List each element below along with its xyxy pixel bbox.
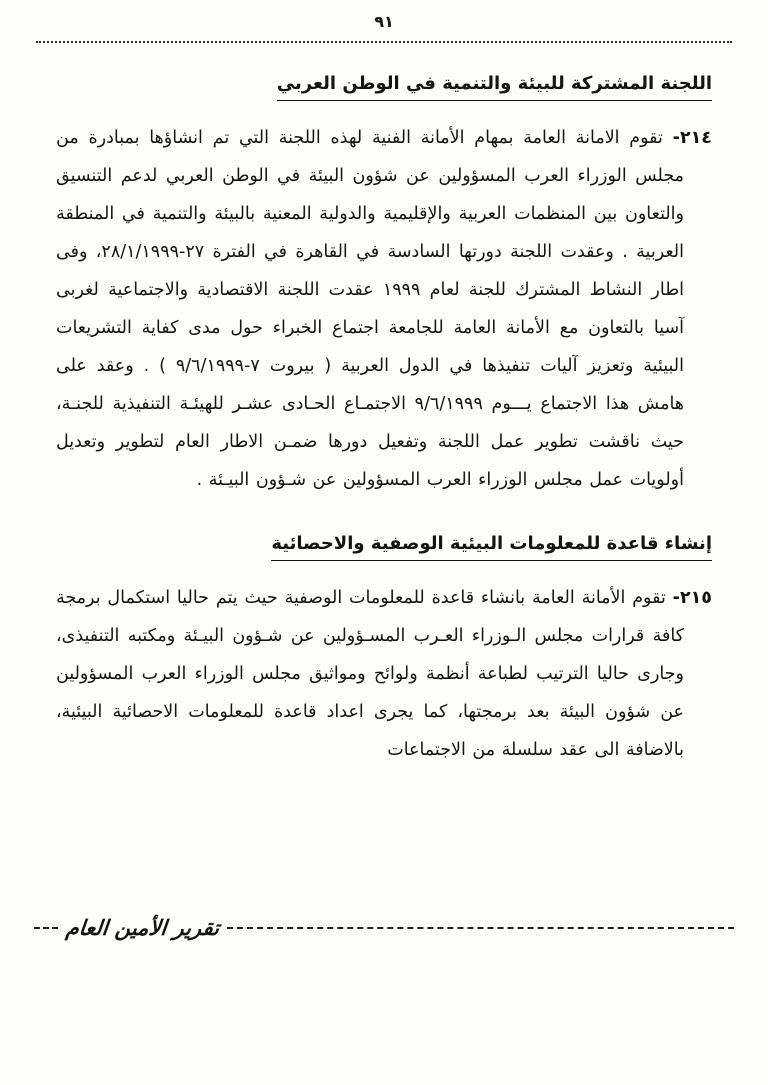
- page-number: ٩١: [374, 12, 394, 31]
- paragraph-number: ٢١٥-: [672, 588, 712, 608]
- footer-dashed-line: [227, 927, 734, 929]
- top-dotted-rule: [36, 41, 732, 43]
- section-heading: اللجنة المشتركة للبيئة والتنمية في الوطن العربي: [277, 73, 712, 101]
- footer-dash-left: [34, 927, 58, 929]
- paragraph-body: تقوم الأمانة العامة بانشاء قاعدة للمعلومات الوصفية حيث يتم حاليا استكمال برمجة كافة قرارات مجلس الـوزراء العـرب المسـؤولين عن شـؤون البيـئة ومكتبه التنفيذى، وجارى حاليا الترتيب لطباعة أنظمة ولوائح ومواثيق مجلس الوزراء العرب المسؤولين عن شؤون البيئة بعد برمجتها، كما يجرى اعداد قاعدة للمعلومات الاحصائية البيئية، بالاضافة الى عقد سلسلة من الاجتماعات: [56, 588, 684, 760]
- paragraph-215: [56, 579, 712, 769]
- footer: [34, 916, 734, 940]
- section-database: [56, 533, 712, 769]
- section-joint-committee: [56, 73, 712, 499]
- heading-row: [56, 533, 712, 561]
- signature: تقرير الأمين العام: [64, 916, 221, 940]
- paragraph-number: ٢١٤-: [672, 128, 712, 148]
- heading-row: [56, 73, 712, 101]
- paragraph-214: [56, 119, 712, 499]
- paragraph-body: تقوم الامانة العامة بمهام الأمانة الفنية لهذه اللجنة التي تم انشاؤها بمبادرة من مجلس الوزراء العرب المسؤولين عن شؤون البيئة في الوطن العربي لدعم التنسيق والتعاون بين المنظمات العربية والإقليمية والدولية المعنية بالبيئة والتنمية في المنطقة العربية . وعقدت اللجنة دورتها السادسة في القاهرة في الفترة ٢٧-٢٨/١/١٩٩٩، وفى اطار النشاط المشترك للجنة لعام ١٩٩٩ عقدت اللجنة الاقتصادية والاجتماعية لغربى آسيا بالتعاون مع الأمانة العامة للجامعة اجتماع الخبراء حول مدى كفاية التشريعات البيئية وتعزيز آليات تنفيذها في الدول العربية ( بيروت ٧-٩/٦/١٩٩٩ ) . وعقد على هامش هذا الاجتماع يـــوم ٩/٦/١٩٩٩ الاجتمـاع الحـادى عشـر للهيئـة التنفيذية للجنـة، حيث ناقشت تطوير عمل اللجنة وتفعيل دورها ضمـن الاطار العام لتطوير وتعديل أولويات عمل مجلس الوزراء العرب المسؤولين عن شـؤون البيـئة .: [56, 128, 685, 490]
- section-heading: إنشاء قاعدة للمعلومات البيئية الوصفية والاحصائية: [271, 533, 712, 561]
